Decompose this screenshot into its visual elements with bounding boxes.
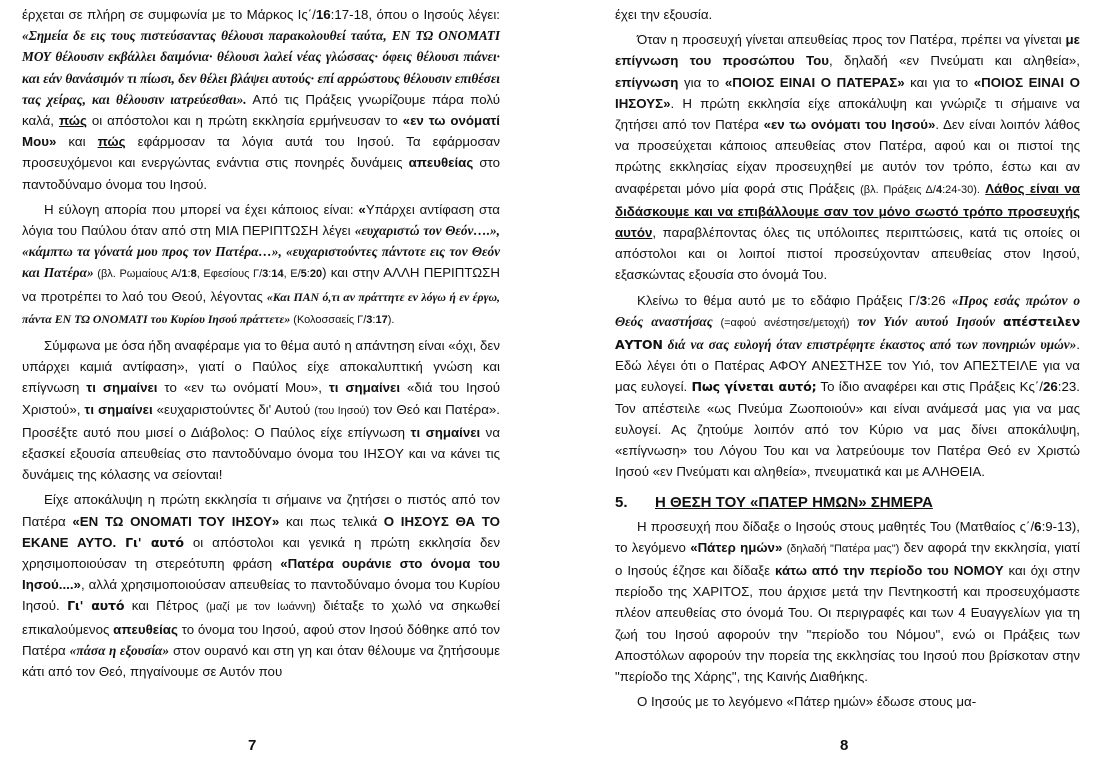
verse-ref: 17 [375,313,388,326]
text-run: (Κολοσσαείς Γ/ [290,313,367,326]
text-run: έχει την εξουσία. [615,7,713,22]
text-run: και Πέτρος [124,598,206,614]
emphasis: Γι' αυτό [125,534,184,550]
text-run: έρχεται σε πλήρη σε συμφωνία με το Μάρκος Ις΄/ [22,7,316,22]
text-run: :23. Τον απέστειλε «ως Πνεύμα Ζωοποιούν» και είναι ανάμεσά μας για να μας ευλογεί. Ας ζητούμε λοιπόν από τον Κύριο να μας δίνει αποκάλυψη, «επίγνωση» του Λόγου Του και να λατρεύουμε τον Πατέρα Θεό εν Χριστώ Ιησού «εν Πνεύματι και αληθεία», πνευματικά και με ΑΛΗΘΕΙΑ. [615,379,1080,480]
paragraph [615,516,1080,688]
emphasis: απευθείας [113,621,178,637]
text-run: , δηλαδή «εν Πνεύματι και αληθεία», [829,53,1080,69]
verse-ref: 6 [1034,518,1042,534]
emphasis: πώς [97,134,126,150]
scripture-quote: «ευχαριστώ τον Θεόν….», «κάμπτω τα γόνατά μου προς τον Πατέρα…», «ευχαριστούντες πάντοτε εις τον Θεόν και Πατέρα» [22,223,500,281]
text-run: στον ουρανό και στη γη και όταν θέλουμε να ζητήσουμε κάτι από τον Θεό, πηγαίνουμε σε Αυτόν που [22,642,500,680]
text-run: ). [387,313,395,326]
text-run: : [268,268,272,281]
text-run: , Ε/ [283,268,301,281]
left-page-text [22,4,500,686]
text-run: Όταν η προσευχή γίνεται απευθείας προς τον Πατέρα, πρέπει να γίνεται [637,32,1066,48]
paragraph [615,290,1080,483]
emphasis: «εν τω ονόματί Μου» [22,113,500,150]
text-run: (δηλαδή "Πατέρα μας") [786,542,900,555]
text-run: . Η πρώτη εκκλησία είχε αποκάλυψη και γνώριζε τι σήμαινε να ζητήσει από τον Πατέρα [615,95,1080,133]
paragraph [615,29,1080,285]
text-run: και όχι στην περίοδο της ΧΑΡΙΤΟΣ, που άρχισε μετά την Πεντηκοστή και προσευχόμαστε πλέον απευθείας στο όνομά Του. Οι περιγραφές και των 4 Ευαγγελίων για τη ζωή του Ιησού αφορούν την "περίοδο του Νόμου", ενώ οι Πράξεις των Αποστόλων αφορούν την πορεία της εκκλησίας του Ιησού που βρίσκοταν στην "περίοδο της Χάρης", της Καινής Διαθήκης. [615,563,1080,685]
verse-ref: 20 [309,268,323,281]
text-run: και για το [904,74,974,90]
text-run: (του Ιησού) [314,404,370,417]
verse-ref: 3 [919,292,928,308]
emphasis: «Πάτερ ημών» [690,539,783,555]
emphasis: τι σημαίνει [84,401,153,417]
verse-ref: 16 [315,7,331,22]
text-run: διέταξε το χωλό να σηκωθεί επικαλούμενος [22,598,501,637]
page-number: 7 [248,737,257,754]
text-run: οι απόστολοι και γενικά η πρώτη εκκλησία δεν χρησιμοποιούσαν τη στερεότυπη φράση [22,534,500,572]
scripture-quote: «Σημεία δε εις τους πιστεύσαντας θέλουσι παρακολουθεί ταύτα, ΕΝ ΤΩ ΟΝΟΜΑΤΙ ΜΟΥ θέλουσιν εκβάλλει δαιμόνια· θέλουσι λαλεί νέας γλώσσας· όφεις θέλουσι πιάνει· και εάν θανάσιμόν τι πίωσι, δεν θέλει βλάψει αυτούς· επί αρρώστους θέλουσιν επιθέσει τας χείρας, και θέλουσιν ιατρεύεσθαι». [22,28,500,107]
right-page-text [615,4,1080,717]
text-run: :9-13), το λεγόμενο [615,518,1080,555]
section-number: 5. [615,494,628,512]
paragraph [22,335,500,485]
text-run: Το ίδιο αναφέρει και στις Πράξεις Κς΄/ [816,379,1043,395]
emphasis: επίγνωση [615,74,679,90]
text-run: : [372,313,376,326]
text-run: Η προσευχή που δίδαξε ο Ιησούς στους μαθητές Του (Ματθαίος ς΄/ [637,518,1035,534]
text-run: (βλ. Πράξεις Δ/ [860,183,936,196]
emphasis: Ο ΙΗΣΟΥΣ ΘΑ ΤΟ ΕΚΑΝΕ ΑΥΤΟ. [22,513,500,550]
text-run: Είχε αποκάλυψη η πρώτη εκκλησία τι σήμαινε να ζητήσει ο πιστός από τον Πατέρα [22,492,500,529]
emphasis: Γι' αυτό [67,598,125,614]
text-run: Η εύλογη απορία που μπορεί να έχει κάποιος είναι: [44,201,359,217]
text-run: . Εδώ λέγει ότι ο Πατέρας ΑΦΟΥ ΑΝΕΣΤΗΣΕ τον Υιό, τον ΑΠΕΣΤΕΙΛΕ για να μας ευλογεί. [615,337,1080,395]
verse-ref: 4 [935,183,943,196]
section-title: Η ΘΕΣΗ ΤΟΥ «ΠΑΤΕΡ ΗΜΩΝ» ΣΗΜΕΡΑ [655,494,933,512]
right-page [570,0,1090,768]
emphasis: «ΠΟΙΟΣ ΕΙΝΑΙ Ο ΠΑΤΕΡΑΣ» [724,74,905,90]
scripture-quote: «Και ΠΑΝ ό,τι αν πράττητε εν λόγω ή εν έργω, πάντα ΕΝ ΤΩ ΟΝΟΜΑΤΙ του Κυρίου Ιησού πράττετε» [22,289,500,326]
text-run: και [56,134,98,150]
text-run: «ευχαριστούντες δι' Αυτού [152,401,315,417]
verse-ref: 14 [271,268,284,281]
text-run: , Εφεσίους Γ/ [196,268,263,281]
text-run: το «εν τω ονόματί Μου», [157,380,329,396]
text-run: ) και στην ΑΛΛΗ ΠΕΡΙΠΤΩΣΗ να προτρέπει το λαό του Θεού, λέγοντας [22,265,501,304]
scripture-quote: «Προς εσάς πρώτον ο Θεός αναστήσας [615,292,1081,329]
text-run: και πως τελικά [279,513,384,529]
text-run: (μαζί με τον Ιωάννη) [205,601,316,614]
emphasis: «εν τω ονόματι του Ιησού» [763,117,936,133]
emphasis: «ΠΟΙΟΣ ΕΙΝΑΙ Ο ΙΗΣΟΥΣ» [615,74,1080,111]
verse-ref: 5 [300,268,307,281]
text-run: , αλλά χρησιμοποιούσαν απευθείας το παντοδύναμο όνομα του Κυρίου Ιησού. [22,577,500,614]
section-heading [615,492,1080,513]
text-run: εφάρμοσαν τα λόγια αυτά του Ιησού. Τα εφάρμοσαν προσευχόμενοι και ενεργώντας ενάντια στις πονηρές δυνάμεις [22,134,500,171]
emphasis: κάτω από την περίοδο του ΝΟΜΟΥ [775,563,1004,579]
text-run [116,535,125,550]
page-number: 8 [840,737,849,754]
text-run: για το [678,74,725,90]
text-run: : [187,268,191,281]
verse-ref: 1 [181,268,188,281]
scripture-quote: «πάσα η εξουσία» [69,642,170,658]
scripture-quote: τον Υιόν αυτού Ιησούν [857,313,1004,329]
text-run: : [306,268,310,281]
emphasis: « [358,201,366,217]
text-run: :17-18, όπου ο Ιησούς λέγει: [330,7,500,22]
text-run: να εξασκεί εξουσία απευθείας στο παντοδύναμο όνομα του ΙΗΣΟΥ και να κάνει τις δυνάμεις της κόλασης να σείονται! [22,424,501,483]
scripture-quote: διά να σας ευλογή όταν επιστρέφητε έκαστος από των πονηριών υμών» [662,337,1077,353]
paragraph [615,691,1080,712]
emphasis: Λάθος είναι να διδάσκουμε και να επιβάλλουμε σαν τον μόνο σωστό τρόπο προσευχής αυτόν [615,180,1080,241]
text-run: Ο Ιησούς με το λεγόμενο «Πάτερ ημών» έδωσε στους μα- [637,694,977,710]
text-run: Κλείνω το θέμα αυτό με το εδάφιο Πράξεις Γ/ [637,292,920,308]
text-run: οι απόστολοι και η πρώτη εκκλησία ερμήνευσαν το [86,113,403,129]
verse-ref: 26 [1043,379,1058,395]
emphasis: «Πατέρα ουράνιε στο όνομα του Ιησού....» [22,556,501,593]
text-run: Από τις Πράξεις γνωρίζουμε πάρα πολύ καλά, [22,91,500,129]
emphasis: με επίγνωση του προσώπου Του [615,32,1080,69]
paragraph [615,4,1080,25]
text-run: στο παντοδύναμο όνομα του Ιησού. [22,155,500,192]
emphasis: τι σημαίνει [86,380,158,396]
text-run: , παραβλέποντας όλες τις υπόλοιπες περιπτώσεις, κατά τις οποίες οι απόστολοι και οι λοιποί πιστοί προσεύχονταν απευθείας στον Ιησού, εξασκώντας εξουσία στο όνομά Του. [615,225,1080,283]
emphasis: απέστειλεν ΑΥΤΟΝ [615,313,1080,353]
text-run: το όνομα του Ιησού, αφού στον Ιησού δόθηκε από τον Πατέρα [22,621,500,658]
text-run: «διά του Ιησού Χριστού», [22,380,501,417]
emphasis: «ΕΝ ΤΩ ΟΝΟΜΑΤΙ ΤΟΥ ΙΗΣΟΥ» [72,513,280,529]
text-run: (βλ. Ρωμαίους Α/ [93,268,182,281]
emphasis: Πως γίνεται αυτό; [691,379,817,395]
emphasis: πώς [58,113,87,129]
verse-ref: 3 [366,313,373,326]
text-run: δεν αφορά την εκκλησία, γιατί ο Ιησούς έζησε και δίδαξε [615,539,1081,579]
text-run: Σύμφωνα με όσα ήδη αναφέραμε για το θέμα αυτό η απάντηση είναι «όχι, δεν υπάρχει καμιά αντίφαση», γιατί ο Παύλος είχε αποκαλυπτική γνώση και επίγνωση [22,338,500,396]
text-run: Υπάρχει αντίφαση στα λόγια του Παύλου όταν από στη ΜΙΑ ΠΕΡΙΠΤΩΣΗ λέγει [22,201,500,239]
text-run: :26 [927,292,952,308]
text-run: τον Θεό και Πατέρα». Προσέξτε αυτό που μισεί ο Διάβολος: Ο Παύλος είχε επίγνωση [22,401,500,440]
text-run: :24-30). [942,183,980,196]
text-run: . Δεν είναι λοιπόν λάθος να προσεύχεται κάποιος απευθείας στον Πατέρα, αφού και οι πιστοί της πρώτης εκκλησίας είχαν προσευχηθεί με αυτόν τον τρόπο, έστω και αν αναφέρεται μόνο μία φορά στις Πράξεις [615,117,1080,196]
left-page [0,0,530,768]
verse-ref: 3 [262,268,269,281]
text-run: (=αφού ανέστησε/μετοχή) [712,316,858,329]
emphasis: τι σημαίνει [328,380,401,396]
verse-ref: 8 [190,268,197,281]
paragraph [22,4,500,195]
emphasis: απευθείας [408,155,474,171]
paragraph [22,489,500,682]
emphasis: τι σημαίνει [410,424,481,440]
paragraph [22,199,500,331]
